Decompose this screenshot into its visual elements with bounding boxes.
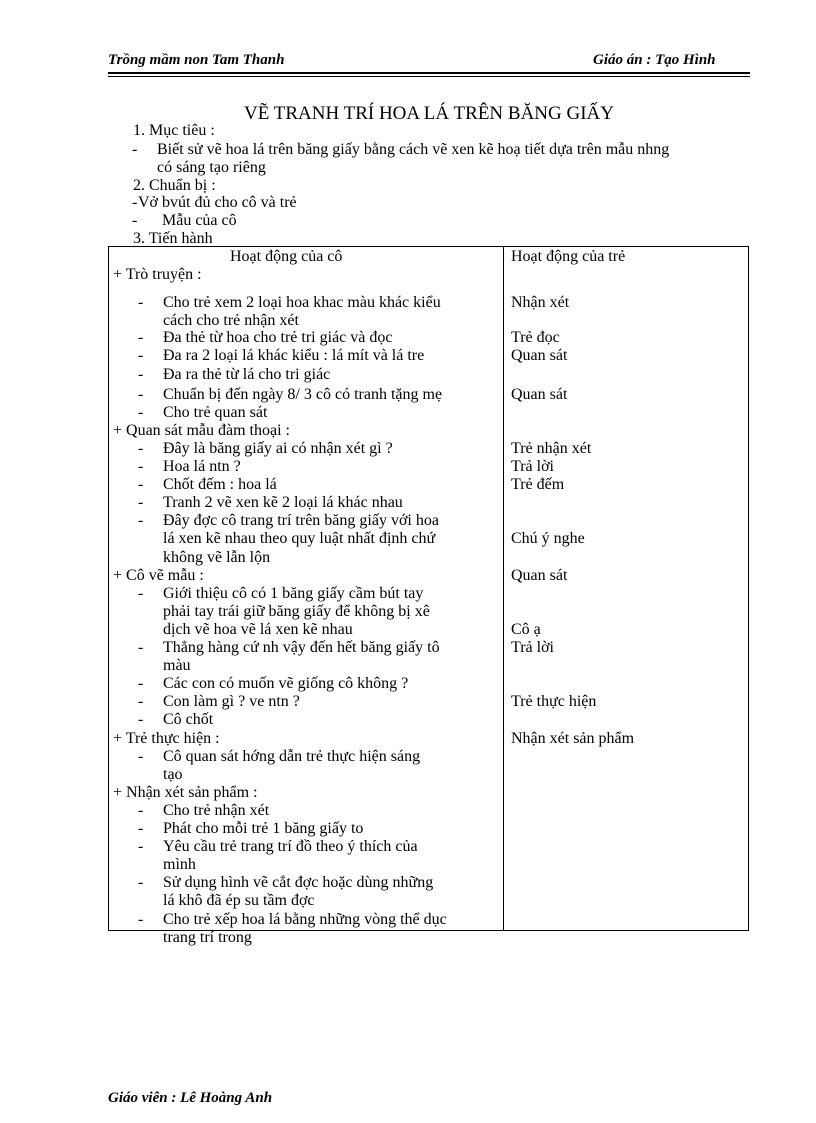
intro-line: có sáng tạo riêng xyxy=(157,159,266,176)
bullet-dash: - xyxy=(138,365,144,383)
bullet-dash: - xyxy=(138,584,144,602)
column-header-teacher: Hoạt động của cô xyxy=(230,248,343,265)
bullet-dash: - xyxy=(132,141,138,158)
bullet-dash: - xyxy=(138,439,144,457)
intro-line: 3. Tiến hành xyxy=(133,230,213,247)
teacher-activity-item: Đa ra 2 loại lá khác kiểu : lá mít và lá tre xyxy=(163,347,425,365)
bullet-dash: - xyxy=(138,458,144,475)
teacher-activity-item: Đa ra thẻ từ lá cho tri giác xyxy=(163,365,331,383)
child-activity-item: Cô ạ xyxy=(511,620,541,638)
teacher-activity-item: Chuẩn bị đến ngày 8/ 3 cô có tranh tặng mẹ xyxy=(163,385,443,403)
child-activity-item: Quan sát xyxy=(511,347,568,365)
teacher-activity-item: Đây là băng giấy ai có nhận xét gì ? xyxy=(163,439,393,457)
bullet-dash: - xyxy=(138,385,144,403)
bullet-dash: - xyxy=(138,820,144,837)
bullet-dash: - xyxy=(138,294,144,312)
teacher-activity-item: trang trí trong xyxy=(163,928,252,946)
teacher-activity-item: Đây đợc cô trang trí trên băng giấy với hoa xyxy=(163,512,439,530)
bullet-dash: - xyxy=(138,874,144,892)
teacher-activity-item: Cô chốt xyxy=(163,711,214,729)
teacher-activity-item: Giới thiệu cô có 1 băng giấy cầm bút tay xyxy=(163,584,424,602)
bullet-dash: - xyxy=(138,639,144,656)
bullet-dash: - xyxy=(138,910,144,928)
child-activity-item: Trả lời xyxy=(511,639,554,656)
teacher-activity-item: Cho trẻ xếp hoa lá bằng những vòng thể dục xyxy=(163,910,447,928)
teacher-activity-item: tạo xyxy=(163,765,183,783)
teacher-activity-item: lá xen kẽ nhau theo quy luật nhất định chứ xyxy=(163,530,436,548)
intro-line: 2. Chuẩn bị : xyxy=(133,177,216,194)
teacher-activity-section: + Trẻ thực hiện : xyxy=(113,729,220,747)
intro-line: Vở bvút đủ cho cô và trẻ xyxy=(138,194,297,211)
teacher-activity-item: Con làm gì ? ve ntn ? xyxy=(163,693,300,711)
teacher-activity-item: màu xyxy=(163,657,191,675)
bullet-dash: - xyxy=(138,512,144,530)
child-activity-item: Chú ý nghe xyxy=(511,530,585,548)
bullet-dash: - xyxy=(138,693,144,711)
header-rule-thick xyxy=(108,72,750,74)
teacher-activity-item: Cho trẻ nhận xét xyxy=(163,801,270,819)
teacher-activity-item: Cho trẻ quan sát xyxy=(163,403,268,421)
bullet-dash: - xyxy=(138,329,144,347)
child-activity-item: Nhận xét sản phẩm xyxy=(511,729,635,747)
teacher-activity-item: Đa thẻ từ hoa cho trẻ tri giác và đọc xyxy=(163,329,393,347)
intro-line: Mẫu của cô xyxy=(162,212,237,229)
teacher-activity-item: Phát cho mỗi trẻ 1 băng giấy to xyxy=(163,820,364,837)
header-subject: Giáo án : Tạo Hình xyxy=(593,52,716,68)
teacher-activity-item: mình xyxy=(163,856,196,874)
bullet-dash: - xyxy=(138,801,144,819)
bullet-dash: - xyxy=(138,675,144,693)
header-school: Trồng mầm non Tam Thanh xyxy=(108,52,285,68)
teacher-activity-item: lá khô đã ép su tầm đợc xyxy=(163,892,315,910)
bullet-dash: - xyxy=(138,711,144,729)
column-header-children: Hoạt động của trẻ xyxy=(511,248,626,265)
footer-teacher: Giáo viên : Lê Hoàng Anh xyxy=(108,1090,273,1106)
bullet-dash: - xyxy=(138,747,144,765)
bullet-dash: - xyxy=(138,403,144,421)
bullet-dash: - xyxy=(138,838,144,856)
teacher-activity-section: + Trò truyện : xyxy=(113,266,202,283)
child-activity-item: Nhận xét xyxy=(511,294,570,312)
child-activity-item: Trẻ nhận xét xyxy=(511,439,592,457)
teacher-activity-item: phải tay trái giữ băng giấy để không bị xê xyxy=(163,602,430,620)
teacher-activity-item: Tranh 2 vẽ xen kẽ 2 loại lá khác nhau xyxy=(163,494,403,512)
teacher-activity-item: Thẳng hàng cứ nh vậy đến hết băng giấy tô xyxy=(163,639,440,656)
child-activity-item: Trả lời xyxy=(511,458,554,475)
teacher-activity-item: dịch vẽ hoa vẽ lá xen kẽ nhau xyxy=(163,620,353,638)
teacher-activity-item: Cô quan sát hớng dẫn trẻ thực hiện sáng xyxy=(163,747,421,765)
table-column-divider xyxy=(503,246,504,931)
bullet-dash: - xyxy=(132,212,138,229)
child-activity-item: Trẻ thực hiện xyxy=(511,693,597,711)
teacher-activity-item: Hoa lá ntn ? xyxy=(163,458,241,475)
teacher-activity-section: + Cô vẽ mẫu : xyxy=(113,566,204,584)
page-title: VẼ TRANH TRÍ HOA LÁ TRÊN BĂNG GIẤY xyxy=(244,103,614,124)
teacher-activity-item: Sử dụng hình vẽ cắt đợc hoặc dùng những xyxy=(163,874,434,892)
teacher-activity-item: Yêu cầu trẻ trang trí đồ theo ý thích của xyxy=(163,838,418,856)
teacher-activity-item: Các con có muốn vẽ giống cô không ? xyxy=(163,675,409,693)
header-rule-thin xyxy=(108,76,750,77)
child-activity-item: Quan sát xyxy=(511,385,568,403)
teacher-activity-item: không vẽ lẫn lộn xyxy=(163,548,271,566)
bullet-dash: - xyxy=(138,494,144,512)
child-activity-item: Quan sát xyxy=(511,566,568,584)
intro-line: Biết sử vẽ hoa lá trên băng giấy bằng cách vẽ xen kẽ hoạ tiết dựa trên mẫu nhng xyxy=(157,141,670,158)
teacher-activity-section: + Quan sát mẫu đàm thoại : xyxy=(113,421,290,439)
bullet-dash: - xyxy=(138,347,144,365)
teacher-activity-item: Chốt đếm : hoa lá xyxy=(163,476,277,494)
child-activity-item: Trẻ đọc xyxy=(511,329,560,347)
teacher-activity-item: cách cho trẻ nhận xét xyxy=(163,312,299,330)
intro-line: 1. Mục tiêu : xyxy=(133,122,215,139)
child-activity-item: Trẻ đếm xyxy=(511,476,565,494)
teacher-activity-item: Cho trẻ xem 2 loại hoa khac màu khác kiểu xyxy=(163,294,441,312)
bullet-dash: - xyxy=(138,476,144,494)
bullet-dash: - xyxy=(132,194,138,211)
teacher-activity-section: + Nhận xét sản phẩm : xyxy=(113,783,258,801)
